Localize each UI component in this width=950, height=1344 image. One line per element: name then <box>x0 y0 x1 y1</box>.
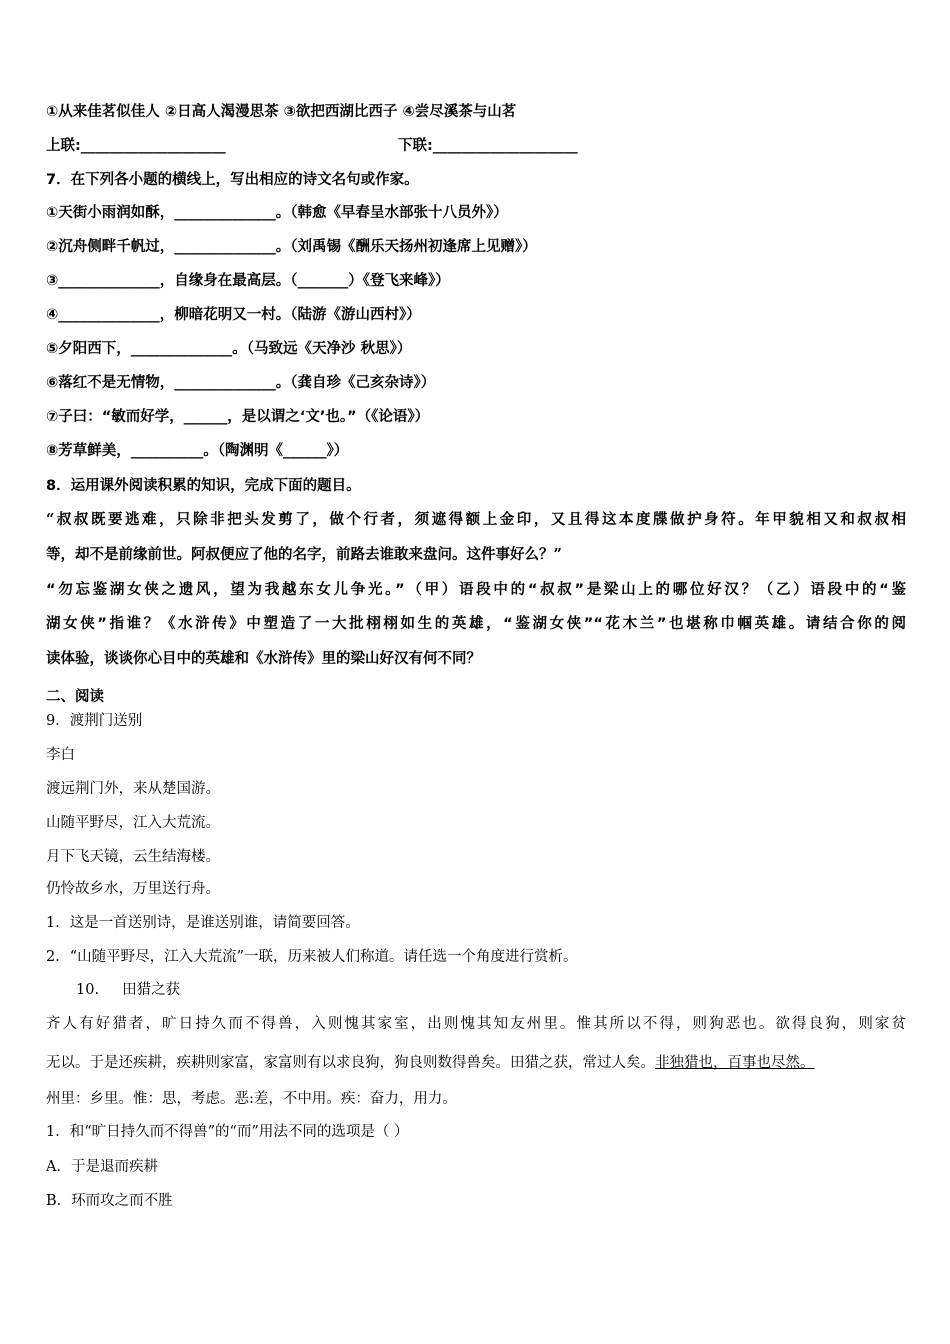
question-8-text: 湖女侠”指谁？《水浒传》中塑造了一大批栩栩如生的英雄，“鉴湖女侠”“花木兰”也堪称巾帼英雄。请结合你的阅 <box>46 616 906 632</box>
question-8-text: 读体验，谈谈你心目中的英雄和《水浒传》里的梁山好汉有何不同？ <box>46 651 481 667</box>
option-b: B．环而攻之而不胜 <box>46 1193 173 1209</box>
question-7-item: ⑧芳草鲜美，__________。（陶渊明《______》） <box>46 443 349 459</box>
question-7-item: ⑦子曰：“敏而好学，______，是以谓之‘文’也。”（《论语》） <box>46 409 430 425</box>
question-7-item: ③______________，自缘身在最高层。（_______）《登飞来峰》） <box>46 273 450 289</box>
question-8-text: 等，却不是前缘前世。阿叔便应了他的名字，前路去谁敢来盘问。这件事好么？” <box>46 546 562 563</box>
lower-couplet-blank: 下联:____________________ <box>398 138 578 154</box>
question-9-sub: 1．这是一首送别诗，是谁送别谁，请简要回答。 <box>46 915 360 931</box>
question-7-item: ⑤夕阳西下，______________。（马致远《天净沙 秋思》） <box>46 341 412 357</box>
question-9-title: 9．渡荆门送别 <box>46 713 143 729</box>
passage-line: 齐人有好猎者，旷日持久而不得兽，入则愧其家室，出则愧其知友州里。惟其所以不得，则狗恶也。欲得良狗，则家贫 <box>46 1016 906 1032</box>
section-heading: 二、阅读 <box>46 689 104 705</box>
poem-line: 山随平野尽，江入大荒流。 <box>46 815 220 831</box>
passage-text: 无以。于是还疾耕，疾耕则家富，家富则有以求良狗，狗良则数得兽矣。田猎之获，常过人矣。 <box>46 1055 655 1071</box>
question-8-title: 8．运用课外阅读积累的知识，完成下面的题目。 <box>46 478 361 494</box>
question-7-title: 7．在下列各小题的横线上，写出相应的诗文名句或作家。 <box>46 172 419 188</box>
question-10-sub: 1．和“旷日持久而不得兽”的“而”用法不同的选项是（ ） <box>46 1124 409 1140</box>
question-6-options: ①从来佳茗似佳人 ②日高人渴漫思茶 ③欲把西湖比西子 ④尝尽溪茶与山茗 <box>46 104 517 120</box>
question-7-item: ②沉舟侧畔千帆过，______________。（刘禹锡《酬乐天扬州初逢席上见赠》） <box>46 239 537 255</box>
upper-couplet-blank: 上联:____________________ <box>46 138 226 154</box>
question-7-item: ①天街小雨润如酥，______________。（韩愈《早春呈水部张十八员外》） <box>46 205 508 221</box>
question-10-title: 10. 田猎之获 <box>76 982 181 998</box>
passage-line <box>46 1053 815 1073</box>
underlined-sentence: 非独猎也，百事也尽然。 <box>655 1055 815 1071</box>
question-7-item: ⑥落红不是无情物，______________。（龚自珍《己亥杂诗》） <box>46 375 436 391</box>
poem-line: 仍怜故乡水，万里送行舟。 <box>46 881 220 897</box>
question-8-text: “勿忘鉴湖女侠之遗风，望为我越东女儿争光。”（甲）语段中的“叔叔”是梁山上的哪位好汉？（乙）语段中的“鉴 <box>46 582 906 598</box>
question-7-item: ④______________，柳暗花明又一村。（陆游《游山西村》） <box>46 307 421 323</box>
poem-author: 李白 <box>46 747 75 763</box>
annotation-notes: 州里：乡里。惟：思，考虑。恶:差，不中用。疾：奋力，用力。 <box>46 1091 457 1107</box>
option-a: A．于是退而疾耕 <box>46 1159 158 1175</box>
poem-line: 月下飞天镜，云生结海楼。 <box>46 849 220 865</box>
question-8-text: “叔叔既要逃难，只除非把头发剪了，做个行者，须遮得额上金印，又且得这本度牒做护身符。年甲貌相又和叔叔相 <box>46 511 906 528</box>
poem-line: 渡远荆门外，来从楚国游。 <box>46 781 220 797</box>
question-9-sub: 2．“山随平野尽，江入大荒流”一联，历来被人们称道。请任选一个角度进行赏析。 <box>46 949 578 965</box>
